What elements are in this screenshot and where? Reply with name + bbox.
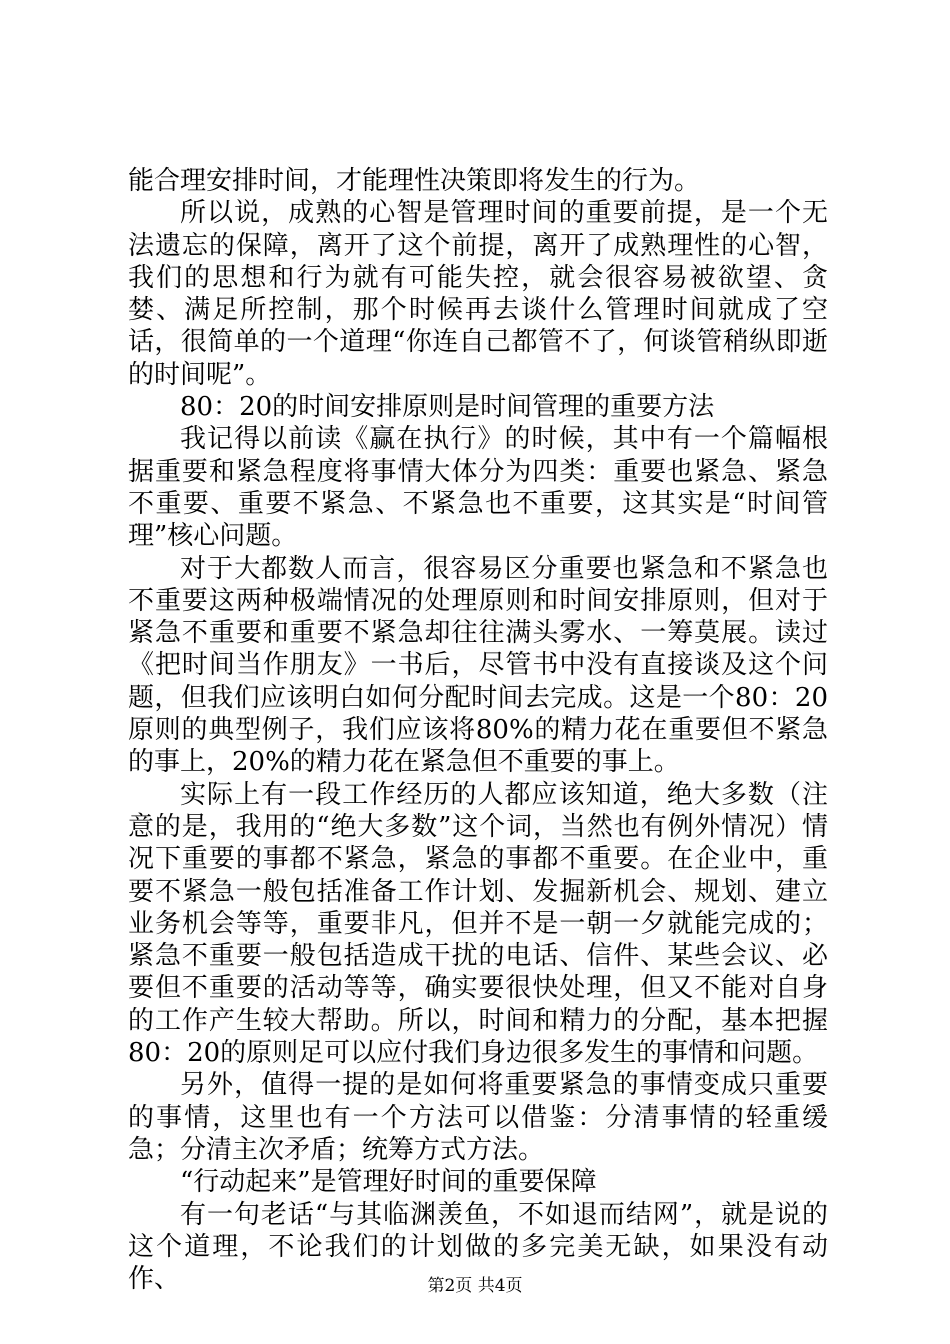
paragraph-6: 另外，值得一提的是如何将重要紧急的事情变成只重要的事情，这里也有一个方法可以借鉴：分清事情的轻重缓急；分清主次矛盾；统筹方式方法。 [128, 1070, 828, 1165]
section-heading-80-20: 80：20的时间安排原则是时间管理的重要方法 [180, 392, 715, 423]
document-body [128, 165, 828, 1295]
page-footer: 第2页 共4页 [427, 1276, 523, 1296]
paragraph-4: 对于大都数人而言，很容易区分重要也紧急和不紧急也不重要这两种极端情况的处理原则和时间安排原则，但对于紧急不重要和重要不紧急却往往满头雾水、一筹莫展。读过《把时间当作朋友》一书后，尽管书中没有直接谈及这个问题，但我们应该明白如何分配时间去完成。这是一个80：20原则的典型例子，我们应该将80%的精力花在重要但不紧急的事上，20%的精力花在紧急但不重要的事上。 [128, 553, 828, 778]
paragraph-1: 能合理安排时间，才能理性决策即将发生的行为。 [128, 166, 701, 196]
paragraph-5: 实际上有一段工作经历的人都应该知道，绝大多数（注意的是，我用的“绝大多数”这个词，当然也有例外情况）情况下重要的事都不紧急，紧急的事都不重要。在企业中，重要不紧急一般包括准备工作计划、发掘新机会、规划、建立业务机会等等，重要非凡，但并不是一朝一夕就能完成的；紧急不重要一般包括造成干扰的电话、信件、某些会议、必要但不重要的活动等等，确实要很快处理，但又不能对自身的工作产生较大帮助。所以，时间和精力的分配，基本把握80：20的原则足可以应付我们身边很多发生的事情和问题。 [128, 779, 828, 1069]
paragraph-7: 有一句老话“与其临渊羡鱼，不如退而结网”，就是说的这个道理，不论我们的计划做的多完美无缺，如果没有动作、 [128, 1199, 828, 1295]
paragraph-3: 我记得以前读《赢在执行》的时候，其中有一个篇幅根据重要和紧急程度将事情大体分为四类：重要也紧急、紧急不重要、重要不紧急、不紧急也不重要，这其实是“时间管理”核心问题。 [128, 424, 828, 552]
paragraph-2: 所以说，成熟的心智是管理时间的重要前提，是一个无法遗忘的保障，离开了这个前提，离开了成熟理性的心智，我们的思想和行为就有可能失控，就会很容易被欲望、贪婪、满足所控制，那个时候再去谈什么管理时间就成了空话，很简单的一个道理“你连自己都管不了，何谈管稍纵即逝的时间呢”。 [128, 198, 828, 390]
section-heading-action: “行动起来”是管理好时间的重要保障 [180, 1167, 597, 1198]
